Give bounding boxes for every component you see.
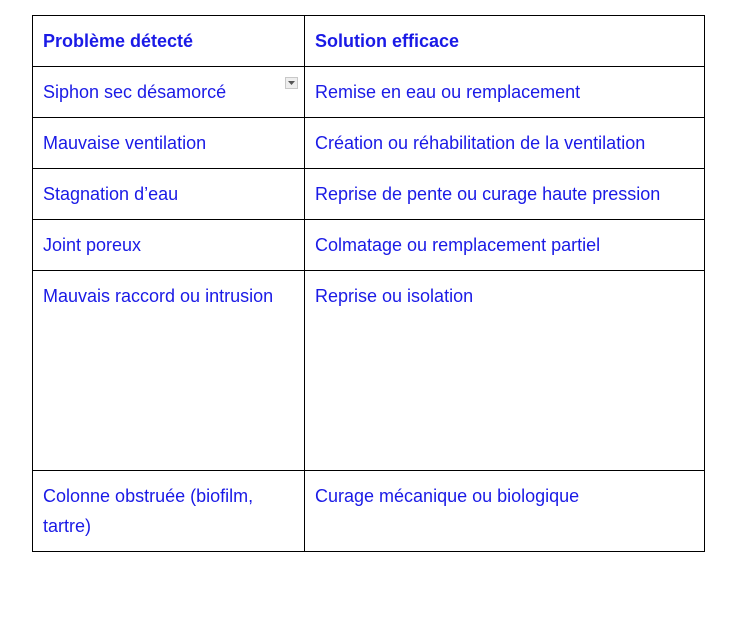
header-probleme: Problème détecté [33,16,305,67]
cell-probleme: Joint poreux [33,220,305,271]
cell-solution: Création ou réhabilitation de la ventilation [305,118,705,169]
cell-solution: Colmatage ou remplacement partiel [305,220,705,271]
header-solution: Solution efficace [305,16,705,67]
cell-probleme: Mauvais raccord ou intrusion [33,271,305,471]
table-row [33,169,705,220]
cell-probleme: Stagnation d’eau [33,169,305,220]
cell-solution: Reprise de pente ou curage haute pression [305,169,705,220]
cell-probleme-text: Siphon sec désamorcé [43,82,227,102]
cell-solution: Curage mécanique ou biologique [305,471,705,552]
diagnostic-table [32,15,705,552]
cell-wrapper [43,77,294,107]
dropdown-arrow-icon[interactable] [285,77,298,89]
cell-probleme: Colonne obstruée (biofilm, tartre) [33,471,305,552]
table-header-row [33,16,705,67]
table-row [33,118,705,169]
cell-solution: Reprise ou isolation [305,271,705,471]
cell-probleme: Mauvaise ventilation [33,118,305,169]
table-row [33,271,705,471]
table-row [33,67,705,118]
cell-probleme [33,67,305,118]
cell-solution: Remise en eau ou remplacement [305,67,705,118]
table-row [33,471,705,552]
table-row [33,220,705,271]
